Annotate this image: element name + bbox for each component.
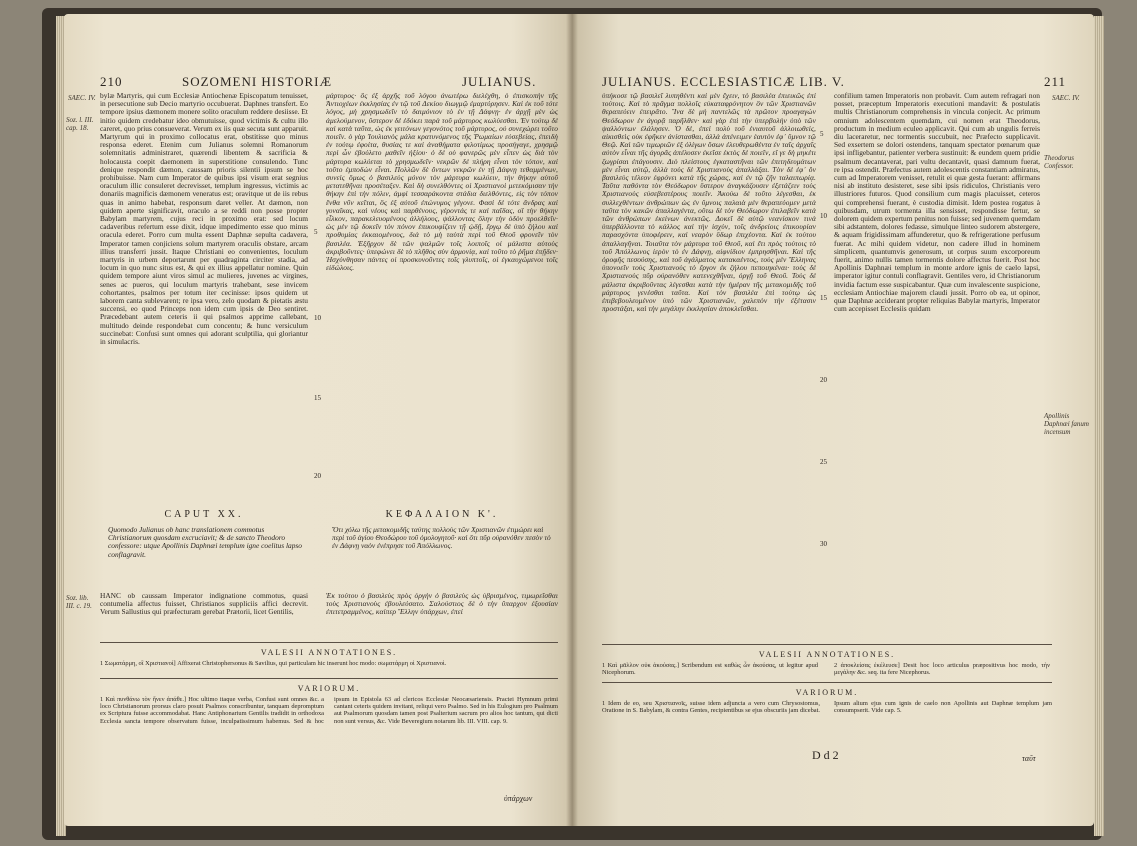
left-catchword: ὑπάρχων: [504, 794, 533, 803]
chapter-text-greek: Ἐκ τούτου ὁ βασιλεὺς πρὸς ὀργὴν ὁ βασιλεὺς ὡς ὑβρισμένος, τιμωρεῖσθαι τοὺς Χριστιανοὺς ἐβουλεύσατο. Σαλούστιος δὲ ὁ τὴν ὕπαρχον ἐξουσίαν ἐπιτετραμμένος, καίπερ Ἕλλην ὑπάρχων, ἐπεί: [326, 592, 558, 617]
variorum-title: VARIORUM.: [297, 684, 361, 693]
signature-mark: D d 2: [812, 748, 839, 762]
chapter-heading-latin: CAPUT XX.: [164, 509, 244, 520]
right-catchword: ταῦτ: [1022, 754, 1036, 763]
line-number: 10: [314, 314, 321, 322]
right-greek-column: ὑπήκοσε τῷ βασιλεῖ λυπηθέντι καὶ μὲν ἔχειν, τὸ βασιλέα ἐπιεικῶς ἐπὶ τούτοις. Καὶ τὸ πρᾶγμα πολλοῖς εὐκαταφρόνητον ὃν τῶν Χριστιανῶν θεραπεύειν ἐπειρᾶτο. Ἵνα δὲ μὴ παντελῶς τὰ πρῶτον προαγαγὼν Θεόδωρον ἐν ἀγορᾷ παρῆλθεν· καὶ γὰρ ἐπὶ τὴν ὑπερβολὴν ὑπὸ τῶν ψαλλόντων ἐλάλησεν. Ὁ δὲ, ἐπεὶ πολὺ τοῦ ἐνιαυτοῦ ἀλλοιωθεὶς, αἰκισθεὶς οὐκ ἐφῆκεν ἀνίστασθαι, ἀλλὰ ἀπένειμεν ἑαυτὸν ἐφ᾽ ὕμνον τῷ Θεῷ. Καὶ τῶν τιμωριῶν ἐξ ὀλίγων ὅσων ἐλευθερωθέντα ἐν ταῖς ἀρχαῖς αὐτὸν εἶναι τῆς ἀγορᾶς ἀπέλυσεν ἐκεῖσε ἐκτὸς δὲ ποιεῖν, εἴ γε δὴ μηκέτι ζωγρίσαι ἐπάγουσιν. Διὸ πλείστους ἐγκαταστῆναι τῶν ἐπιτηδευμάτων μὲν εἶναι αὐτῷ, ἀλλὰ τοὺς δὲ Χριστιανοὺς ἀπαλλάξαι. Τὸν δὲ ἐφ᾽ ὃν βασιλεὺς τέλεον ἐφρόνει κατὰ τῆς χώρας, καὶ ἐν τῷ ζῆν ταλαιπωρίᾳ. Ταῦτα παθόντα τὸν Θεόδωρον ὕστερον ἀναγκάζουσιν ἐξετάζειν τοὺς Χριστιανοὺς εὐσεβεστέρους ποιεῖν. Ἀκούω δὲ τοῦτο λέγεσθαι, ἐκ συλλεχθέντων ἀνθρώπων ὡς ἐν ὕμνοις παλαιὰ μὲν θεραπεύομεν μετὰ ταῦτα τὸν κακῶν ἀπαλλαγέντα, οὕτω δὲ τὸν Θεόδωρον ἐπιλαβεῖν κατὰ τῶν ἀνθρώπων ἐκείνων ἀνεκτῶς. Δοκεῖ δὲ αὐτῷ νεανίσκον τινὰ ὑπερβάλλοντα τὸ κάλλος καὶ τὴν ἰσχὺν, τοῖς ἀνδρείοις ἐπικουρίαν παρασχόντα ὑποφέρειν, καὶ νεαρὸν ὕδωρ ἐπιχέοντα. Καὶ ἐκ τούτου ἀπαλλαγῆναι. Τοιαῦτα τὸν μάρτυρα τοῦ Θεοῦ, καὶ ἔτι πρὸς τούτοις τὸ τοῦ Ἀπόλλωνος ἱερὸν τὸ ἐν Δάφνῃ, αἰφνίδιον ἐμπρησθῆναι. Καὶ τῆς ὀροφῆς πεσούσης, καὶ τοῦ ἀγάλματος κατακαέντος, τοὺς μὲν Ἕλληνας ὑπονοεῖν τοὺς Χριστιανοὺς τὸ ἔργον ἐκ ζήλου πεποιηκέναι· τοὺς δὲ Χριστιανοὺς πῦρ οὐρανόθεν κατενεχθῆναι, ὀργῇ τοῦ Θεοῦ. Τοὺς δὲ μάλιστα ἀκριβοῦντας λέγεσθαι κατὰ τὴν ἡμέραν τῆς μετακομιδῆς τοῦ μάρτυρος γενέσθαι ταῦτα. Καὶ τὸν βασιλέα ἐπὶ τούτῳ ὡς ἐπιβεβουλευμένον ὑπὸ τῶν Χριστιανῶν, χαλεπὸν τὴν ἐξέτασιν προστάξαι, καὶ τὴν μεγάλην ἐκκλησίαν ἀποκλεῖσθαι.: [602, 92, 816, 314]
line-number: 15: [820, 294, 827, 302]
book-gutter: [566, 14, 578, 826]
right-page-number: 211: [1044, 74, 1067, 89]
line-number: 15: [314, 394, 321, 402]
line-number: 10: [820, 212, 827, 220]
footnote-rule: [100, 642, 558, 643]
left-latin-column: bylæ Martyris, qui cum Ecclesiæ Antiochenæ Episcopatum tenuisset, in persecutione sub Decio martyrio occubuerat. Daphnes transfert. Eo tempore ipsius dæmonem monere solito oraculum reddere desiisse. Et initio quidem credebatur ideo obmutuisse, quod victimis & cultu illo careret, quo prius consueverat. Verum ex iis quæ secuta sunt apparuit. Martyrum qui in proximo collocatus erat, obstitisse quo minus responsa ederet. Etenim cum Julianus solemni Romanorum solemnitatis administraret, quærendi libentem & sacrificia & holocausta coepit daemonem in superstitione consulendo. Tunc denique respondit dæmon, caussam prioris silentii ipsum se hoc prohibuisse. Nam cum Imperator de quibus ipsi visum erat segnius oraculum illic consuleret decrevisset, templum ingressus, victimis ac donariis magnificis dæmonem veneratus est; oravitque ut de iis rebus quas in animo habebat, responsum daret veller. At dæmon, non quidem aperte significavit, oraculo a se reddi non posse propter Babylam martyrem, cujus reci in proximo erat: sed locum cadaveribus refertum esse dixit, idque impedimento esse quo minus oracula ederet. Porro cum multa essent Daphnæ sepulta cadavera, Imperator tamen conjiciens solum martyrem oraculis obstare, arcam illius transferri jussit. Itaque Christiani eo convenientes, loculum martyris in urbem deportarunt per quadraginta circiter stadia, ad locum in quo nunc situs est, & qui ex illius appellatur nomine. Quin quidem tempore aiunt viros simul ac mulieres, juvenes ac virgines, senes ac pueros, qui loculum martyris trahebant, sese invicem cohortantes, psalmos per totum iter cecinisse: ipsos quidem ut laborem canta sublevarent; re ipsa vero, zelo quodam & pietatis æstu succensi, eo quod Princeps non idem cum ipsis de Deo sentiret. Præcedebant autem ceteris ii qui psalmos apprime callebant, multitudo deinde respondebat cum concentu; & hunc versiculum succinebat: Confusi sunt omnes qui adorant sculptilia, qui gloriantur in simulacris.: [100, 92, 308, 347]
chapter-text-latin: HANC ob caussam Imperator indignatione commotus, quasi contumelia affectus fuisset, Christianos suppliciis affici decrevit. Verum Sallustius qui præfecturam gerebat Prætorii, licet Gentilis,: [100, 592, 308, 617]
right-margin-note-fanum: Apollinis Daphnæi fanum incensum: [1044, 412, 1089, 436]
chapter-heading-greek: ΚΕΦΑΛΑΙΟΝ Κ'.: [385, 509, 499, 520]
left-title-right: JULIANUS.: [462, 74, 537, 89]
line-number: 25: [820, 458, 827, 466]
right-title: JULIANUS. ECCLESIASTICÆ LIB. V.: [602, 74, 845, 89]
right-page: [572, 14, 1094, 826]
variorum-title: VARIORUM.: [795, 688, 859, 697]
left-title: SOZOMENI HISTORIÆ: [182, 74, 333, 89]
left-margin-century: SAEC. IV.: [68, 94, 96, 102]
line-number: 5: [820, 130, 824, 138]
valesii-note-2: 2 ἀποκλείσας ἐκέλευσε] Desit hoc loco articulus præpositivus hoc modo, τὴν μεγάλην &c. seq. ita fere Nicephorus.: [834, 662, 1050, 677]
valesii-note-1: 1 Καὶ μᾶλλον οὐκ ἀκούσας.] Scribendum est καθὼς ὧν ἀκούσας, ut legitur apud Nicephorum.: [602, 662, 818, 677]
variorum-note: 1 Καὶ πυνθάνω τὸν ἥνεν ἀπάθε.] Hoc ultimo itaque verba, Confusi sunt omnes &c. a loco Christianorum prorsus claro posuit Psalmos conscribuntur, tanquam depromptum ex Scriptura fuisse accommodabat. Hanc Antiphonarium Gentilis tradidit in orthodoxa Ecclesia sancta tempore observatum fuisse, inculpatissimum habemus. Sed & hoc ipsum in Epistola 63 ad clericos Ecclesiæ Neocæsariensis. Practei Hymnum primi cantant ceteris quidem invitant, reliqui vero Psalmo. Sed in his Eulogium pro Psalmum aut Psalmorum quosdam tamen post Psalterium sacrum pro alios hoc tantum, qui dicti non sunt versus, &c. Vide Beveregium notarum lib. III. VIII. cap. 9.: [100, 696, 558, 725]
right-margin-century: SAEC. IV.: [1052, 94, 1080, 102]
variorum-note: 1 Idem de eo, seu Χριστιανοῖς, suisse idem adjuncta a vero cum Chrysostomus, Oratione in S. Babylam, & contra Gentes, recipientibus se ejus obscuriis jam dicebat. Ipsum alium ejus cum ignis de caelo non Apollinis aut Daphnæ templum jam consumpserit. Vide cap. 5.: [602, 700, 1052, 715]
left-page: [64, 14, 572, 826]
right-margin-note-theodorus: Theodorus Confessor.: [1044, 154, 1074, 170]
chapter-summary-greek: Ὅτι χόλω τῆς μετακομιδῆς ταύτης πολλοὺς τῶν Χριστιανῶν ἐτιμώρει καὶ περὶ τοῦ ἁγίου Θεοδώρου τοῦ ὁμολογητοῦ· καὶ ὅτι πῦρ οὐρανόθεν πεσὸν τὸ ἐν Δάφνῃ ναὸν ἐνέπρησε τοῦ Ἀπόλλωνος.: [332, 525, 551, 551]
chapter-summary-latin: Quomodo Julianus ob hanc translationem commotus Christianorum quosdam excruciavit; & de sancto Theodoro confessore: utque Apollinis Daphnæi templum igne coelitus lapso conflagravit.: [108, 525, 302, 559]
line-number: 20: [314, 472, 321, 480]
left-greek-column: μάρτυρος· ὃς ἐξ ἀρχῆς τοῦ λόγου ἀνωτέρω διελέχθη, ὁ ἐπισκοπὴν τῆς Ἀντιοχέων ἐκκλησίας ἐν τῷ τοῦ Δεκίου διωγμῷ ἐμαρτύρησεν. Καὶ ἐκ τοῦ τότε λόγος, μὴ χρησμωδεῖν τὸ δαιμόνιον τὸ ἐν τῇ Δάφνῃ· ἐν ἀρχῇ μὲν ὡς ἀμελούμενον, ὕστερον δὲ ἐδόκει παρὰ τοῦ μάρτυρος κωλύεσθαι. Ἐν τούτῳ δὲ καὶ κατὰ ταῦτα, ὡς ἐκ γειτόνων γεγονότος τοῦ μάρτυρος, οὐ συνεχώρει τοῦτο ποιεῖν. ὁ γὰρ Ἰουλιανὸς μάλα κρατυνόμενος τῆς Ῥωμαίων εὐσεβείας, ἐπειδὴ ἐν τούτῳ ἐφοίτα, θυσίας τε καὶ ἀναθήματα φιλοτίμως προσήγαγε, χρησμῷ περὶ ὧν ἐβούλετο μαθεῖν ἠξίου· ὁ δὲ οὐ φανερῶς μὲν εἶπεν ὡς διὰ τὸν μάρτυρα κωλύεται τὸ χρησμωδεῖν· νεκρῶν δὲ πλήρη εἶναι τὸν τόπον, καὶ τοῦτο ἐμποδὼν εἶναι. Πολλῶν δὲ ὄντων νεκρῶν ἐν τῇ Δάφνῃ τεθαμμένων, συνεὶς ὅμως ὁ βασιλεὺς μόνον τὸν μάρτυρα κωλύειν, τὴν θήκην αὐτοῦ μετατεθῆναι προσέταξεν. Καὶ δὴ συνελθόντες οἱ Χριστιανοὶ μετεκόμισαν τὴν θήκην ἐπὶ τὴν πόλιν, ἀμφὶ τεσσαράκοντα στάδια διελθόντες, εἰς τὸν τόπον ἔνθα νῦν κεῖται, ὃς ἐξ αὐτοῦ ἐπώνυμος γέγονε. Φασὶ δὲ τότε ἄνδρας καὶ γυναῖκας, καὶ νέους καὶ παρθένους, γέροντάς τε καὶ παῖδας, οἳ τὴν θήκην εἷλκον, παρακελευομένους ἀλλήλους, ψάλλοντας ὅλην τὴν ὁδὸν προελθεῖν· ὡς μὲν τῷ δοκεῖν τὸν πόνον ἐπικουφίζειν τῇ ᾠδῇ, ἔργῳ δὲ ὑπὸ ζήλου καὶ προθυμίας ἐκκαιομένους, διὰ τὸ μὴ ταὐτὰ περὶ τοῦ Θεοῦ φρονεῖν τὸν βασιλέα. Ἐξῆρχον δὲ τῶν ψαλμῶν τοῖς λοιποῖς οἱ μάλιστα αὐτοὺς ἀκριβοῦντες· ὑπεφώνει δὲ τὸ πλῆθος σὺν ἁρμονίᾳ, καὶ τοῦτο τὸ ῥῆμα ἐπῇδεν· Ἠσχύνθησαν πάντες οἱ προσκυνοῦντες τοῖς γλυπτοῖς, οἱ ἐγκαυχώμενοι τοῖς εἰδώλοις.: [326, 92, 558, 273]
right-latin-column: confilium tamen Imperatoris non probavit. Cum autem refragari non posset, præceptum Imperatoris executioni mandavit: & postulatis multis Christianorum comprehensis in vincula conjecit. Ac primum omnium adolescentem quemdam, cui nomen erat Theodorus, productum in medium eculeo applicavit. Qui cum ab ungulis ferreis diu laceraretur, nec tormentis succubuit, nec Præfecto supplicavit. Sed exsertem se dolori ostendens, tanquam spectator pœnarum quæ ipsi infligebantur, patienter verbera sustinuit: & eundem quem pridie psalmum decantaverat, pari vultu decantavit, quasi damnum fuerat, re ipsa ostendit. Præfectus autem adolescentis constantiam admiratus, cum ad Imperatorem venisset, retulit ei quæ gesta fuerant: affirmans nisi ab instituto desisteret, sese sibi ipsis ridiculos, Christianis vero illustriores futuros. Quod consilium cum magis placuisset, ceteros qui comprehensi fuerant, è custodia dimisit. Idem postea rogatus à quibusdam, utrum tormenta illa sensisset, respondisse fertur, se dolorem quidem expertum penitus non fuisse; sed juvenem quemdam sibi adstantem, dolores fedasse, simulque linteo sudorem abstergere, & aquam frigidissimam affunderetur, quo & refrigeratione perfusum fuerat. Ac mihi quidem videtur, non cadere illud in hominem simplicem, quantumvis generosum, ut corpus suum excorporeum fuerit, animo nullis tamen tormentis dolore affectus fuerit. Post hoc Apollinis Daphnæi templum in monte ardore ignis de caelo lapsi, imperator igitur contuli conflagravit. Gentiles vero, id Christianorum invidia factum esse suspicabantur. Quæ cum invalescente suspicione, ecclesiam Antiochiae majorem claudi jussit. Porro ob ea, ut opinor, quæ Daphnæ acciderant propter reliquias Babylæ martyris, Imperator cum accepisset Ecclesiis quidam: [834, 92, 1040, 314]
left-margin-ref: Soz. l. III. cap. 18.: [66, 116, 94, 132]
line-number: 20: [820, 376, 827, 384]
line-number: 5: [314, 228, 318, 236]
valesii-note: 1 Σωματάρμη, οἳ Χριστιανοί] Affixerat Christophersonus & Savilius, qui particulam hic inserunt hoc modo: σωματάρμη οἱ Χριστιανοὶ.: [100, 660, 447, 667]
left-margin-ref-2: Soz. lib. III. c. 19.: [66, 594, 92, 610]
footnote-rule: [602, 644, 1052, 645]
right-page-edges: [1094, 16, 1104, 836]
left-page-number: 210: [100, 74, 123, 89]
valesii-title: VALESII ANNOTATIONES.: [758, 650, 896, 659]
line-number: 30: [820, 540, 827, 548]
valesii-title: VALESII ANNOTATIONES.: [260, 648, 398, 657]
footnote-rule-2: [602, 682, 1052, 683]
footnote-rule-2: [100, 678, 558, 679]
